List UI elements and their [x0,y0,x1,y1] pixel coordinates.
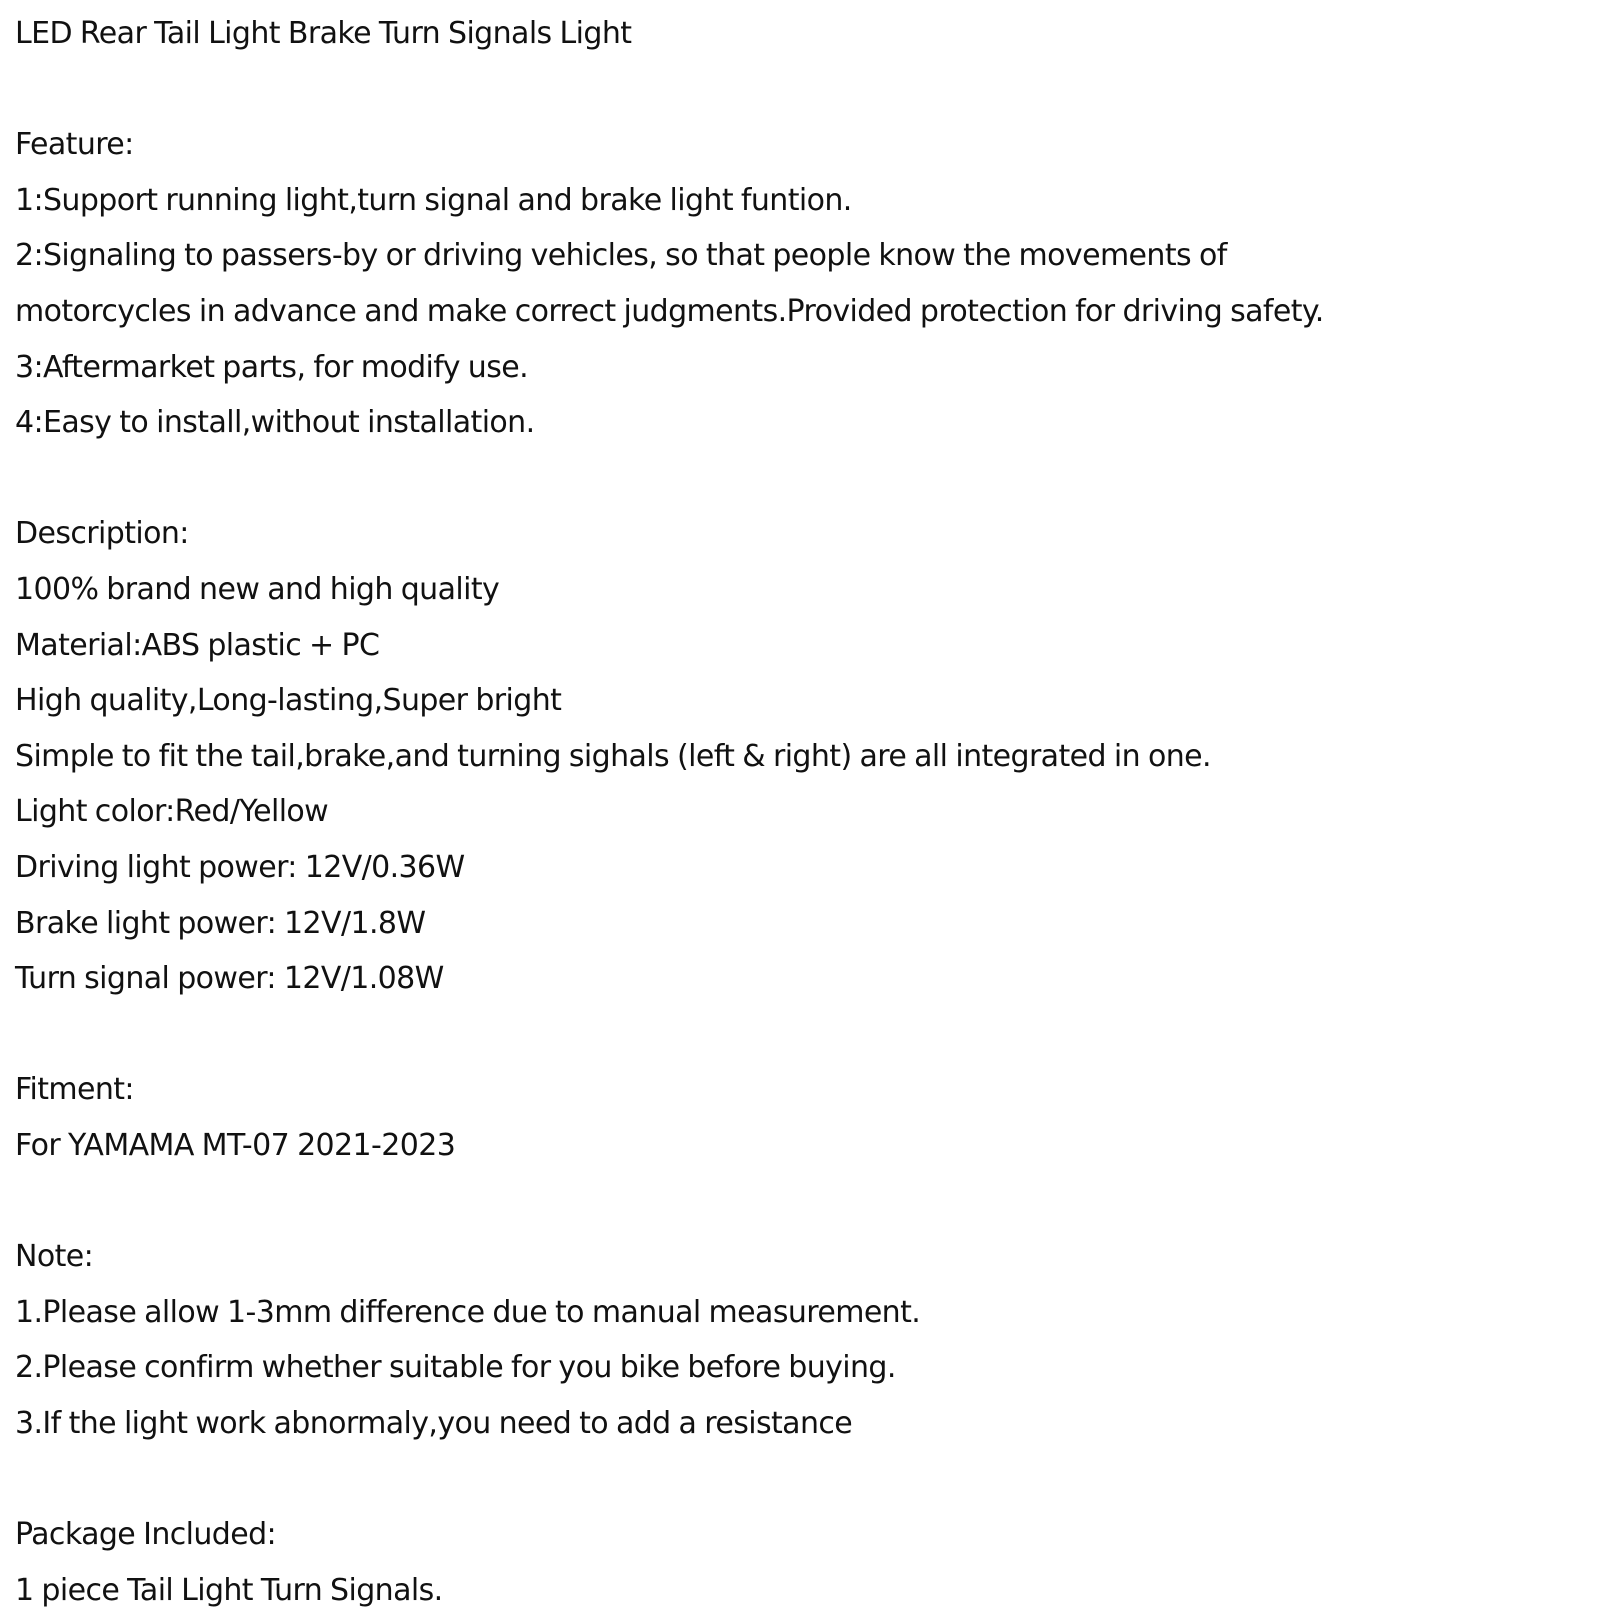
description-heading: Description: [15,516,189,552]
description-item: High quality,Long-lasting,Super bright [15,683,562,719]
note-item: 3.If the light work abnormaly,you need to add a resistance [15,1405,853,1441]
spacer [15,1007,1585,1063]
description-item: Brake light power: 12V/1.8W [15,905,426,941]
note-heading: Note: [15,1239,94,1275]
feature-item: 1:Support running light,turn signal and brake light funtion. [15,182,852,218]
document-title: LED Rear Tail Light Brake Turn Signals Light [15,16,632,51]
package-heading: Package Included: [15,1517,277,1553]
description-item: Light color:Red/Yellow [15,794,329,830]
description-item: Material:ABS plastic + PC [15,627,380,663]
note-item: 2.Please confirm whether suitable for you bike before buying. [15,1350,896,1386]
description-item: 100% brand new and high quality [15,571,500,607]
package-item: 1 piece Tail Light Turn Signals. [15,1572,443,1608]
product-description-document [15,6,1585,1618]
feature-item: 4:Easy to install,without installation. [15,405,535,441]
note-item: 1.Please allow 1-3mm difference due to manual measurement. [15,1294,921,1330]
description-item: Turn signal power: 12V/1.08W [15,961,444,997]
feature-item: 2:Signaling to passers-by or driving vehicles, so that people know the movements of [15,238,1227,274]
spacer [15,1451,1585,1507]
description-item: Simple to fit the tail,brake,and turning sighals (left & right) are all integrated in one. [15,738,1211,774]
feature-item: 3:Aftermarket parts, for modify use. [15,349,529,385]
description-item: Driving light power: 12V/0.36W [15,849,465,885]
fitment-heading: Fitment: [15,1072,134,1108]
fitment-item: For YAMAMA MT-07 2021-2023 [15,1127,456,1163]
feature-heading: Feature: [15,127,134,163]
spacer [15,62,1585,118]
spacer [15,1173,1585,1229]
feature-item: motorcycles in advance and make correct judgments.Provided protection for driving safety. [15,293,1324,329]
spacer [15,451,1585,507]
